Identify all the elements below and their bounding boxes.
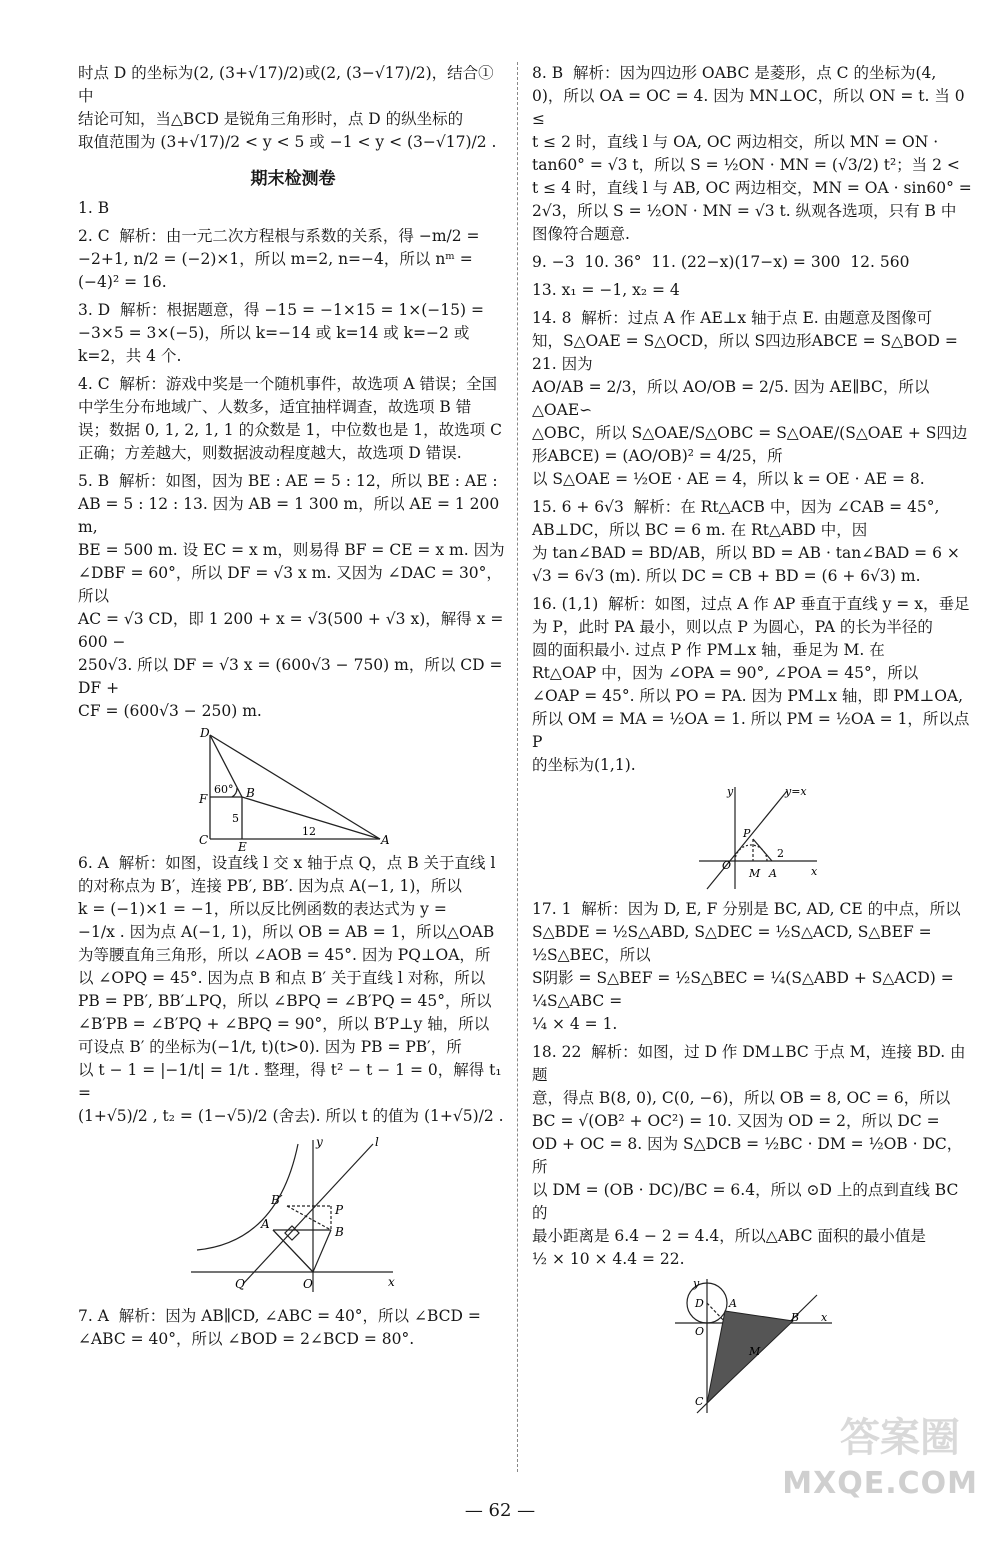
text-line: ∠B′PB = ∠B′PQ + ∠BPQ = 90°，所以 B′P⊥y 轴，所以 — [78, 1015, 490, 1033]
question-13 — [532, 279, 972, 302]
text-line: 以 t − 1 = |−1/t| = 1/t . 整理，得 t² − t − 1 = 0，解得 t₁ = — [78, 1061, 507, 1102]
text-line: 正确；方差越大，则数据波动程度越大，故选项 D 错误. — [78, 444, 462, 462]
text-line: 4. C 解析：游戏中奖是一个随机事件，故选项 A 错误；全国 — [78, 375, 497, 393]
label-y-equals-x: y=x — [785, 785, 807, 798]
text-line: 所以 OM = MA = ½OA = 1. 所以 PM = ½OA = 1，所以点 P — [532, 710, 975, 751]
question-18 — [532, 1041, 972, 1271]
label-A: A — [769, 867, 777, 880]
label-five: 5 — [232, 812, 239, 825]
question-4 — [78, 373, 508, 465]
text-line: k=2，共 4 个. — [78, 347, 182, 365]
text-line: Rt△OAP 中，因为 ∠OPA = 90°, ∠POA = 45°，所以 — [532, 664, 919, 682]
text-line: AO/AB = 2/3，所以 AO/OB = 2/5. 因为 AE∥BC，所以△OAE∽ — [532, 378, 930, 419]
label-D: D — [200, 726, 210, 740]
text-line: −1/x . 因为点 A(−1, 1)，所以 OB = AB = 1，所以△OAB — [78, 923, 495, 941]
text-line: 为 P，此时 PA 最小，则以点 P 为圆心，PA 的长为半径的 — [532, 618, 933, 636]
text-line: 以 DM = (OB · DC)/BC = 6.4，所以 ⊙D 上的点到直线 BC 的 — [532, 1181, 964, 1222]
text-line: 结论可知，当△BCD 是锐角三角形时，点 D 的纵坐标的 — [78, 110, 464, 128]
text-line: t ≤ 4 时，直线 l 与 AB, OC 两边相交，MN = OA · sin60° = — [532, 179, 972, 197]
text-line: 圆的面积最小. 过点 P 作 PM⊥x 轴，垂足为 M. 在 — [532, 641, 885, 659]
label-O: O — [722, 859, 732, 872]
label-C: C — [199, 833, 209, 847]
figure-q16-line — [677, 781, 827, 893]
text-line: 15. 6 + 6√3 解析：在 Rt△ACB 中，因为 ∠CAB = 45°, — [532, 498, 940, 516]
text-line: 以 ∠OPQ = 45°. 因为点 B 和点 B′ 关于直线 l 对称，所以 — [78, 969, 486, 987]
label-B: B — [791, 1311, 800, 1324]
text-line: △OBC，所以 S△OAE/S△OBC = S△OAE/(S△OAE + S四边形ABCE) = (AO/OB)² = 4/25，所 — [532, 424, 968, 465]
text-line: 6. A 解析：如图，设直线 l 交 x 轴于点 Q，点 B 关于直线 l — [78, 854, 496, 872]
label-A: A — [381, 833, 390, 847]
label-two: 2 — [777, 847, 784, 860]
label-A: A — [729, 1297, 737, 1310]
text-line: 可设点 B′ 的坐标为(−1/t, t)(t>0). 因为 PB = PB′，所 — [78, 1038, 462, 1056]
label-Q: Q — [235, 1277, 245, 1291]
label-B: B — [246, 786, 255, 800]
text-line: k = (−1)×1 = −1，所以反比例函数的表达式为 y = — [78, 900, 447, 918]
question-15 — [532, 496, 972, 588]
text-line: 9. −3 10. 36° 11. (22−x)(17−x) = 300 12. 560 — [532, 253, 910, 271]
text-line: 的坐标为(1,1). — [532, 756, 636, 774]
text-line: 取值范围为 (3+√17)/2 < y < 5 或 −1 < y < (3−√17)/2 . — [78, 133, 497, 151]
text-line: 250√3. 所以 DF = √3 x = (600√3 − 750) m，所以 CD = DF + — [78, 656, 508, 697]
text-line: 14. 8 解析：过点 A 作 AE⊥x 轴于点 E. 由题意及图像可 — [532, 309, 933, 327]
label-y: y — [316, 1135, 323, 1149]
label-B-prime: B′ — [271, 1193, 283, 1207]
label-E: E — [238, 840, 247, 854]
text-line: BC = √(OB² + OC²) = 10. 又因为 OD = 2，所以 DC = — [532, 1112, 940, 1130]
question-3 — [78, 299, 508, 368]
text-line: 的对称点为 B′，连接 PB′, BB′. 因为点 A(−1, 1)，所以 — [78, 877, 462, 895]
watermark-text: MXQE.COM — [782, 1466, 978, 1501]
figure-q6-hyperbola — [183, 1132, 403, 1300]
label-angle: 60° — [214, 783, 234, 796]
label-B: B — [335, 1225, 344, 1239]
text-line: ¼ × 4 = 1. — [532, 1015, 618, 1033]
label-y: y — [727, 785, 734, 798]
text-line: ∠OAP = 45°. 所以 PO = PA. 因为 PM⊥x 轴，即 PM⊥OA, — [532, 687, 964, 705]
column-divider — [517, 62, 518, 1472]
text-line: 2√3，所以 S = ½ON · MN = √3 t. 纵观各选项，只有 B 中 — [532, 202, 957, 220]
page-number: — 62 — — [464, 1500, 536, 1521]
text-line: 为等腰直角三角形，所以 ∠AOB = 45°. 因为 PQ⊥OA，所 — [78, 946, 491, 964]
intro-block — [78, 62, 508, 154]
label-x: x — [821, 1311, 828, 1324]
label-O: O — [695, 1325, 705, 1338]
question-1 — [78, 197, 508, 220]
text-line: S△BDE = ½S△ABD, S△DEC = ½S△ACD, S△BEF = ½S△BEC，所以 — [532, 923, 937, 964]
text-line: 1. B — [78, 199, 110, 217]
label-M: M — [749, 1345, 761, 1358]
text-line: 3. D 解析：根据题意，得 −15 = −1×15 = 1×(−15) = — [78, 301, 484, 319]
text-line: 8. B 解析：因为四边形 OABC 是菱形，点 C 的坐标为(4, — [532, 64, 937, 82]
questions-9-12 — [532, 251, 972, 274]
text-line: 图像符合题意. — [532, 225, 630, 243]
label-F: F — [199, 792, 208, 806]
text-line: PB = PB′, BB′⊥PQ，所以 ∠BPQ = ∠B′PQ = 45°，所以 — [78, 992, 492, 1010]
label-M: M — [749, 867, 761, 880]
figure-q18-circle-triangle — [667, 1275, 837, 1415]
text-line: √3 = 6√3 (m). 所以 DC = CB + BD = (6 + 6√3) m. — [532, 567, 921, 585]
label-l: l — [375, 1135, 379, 1149]
label-x: x — [388, 1275, 395, 1289]
right-column — [532, 62, 975, 1419]
text-line: 以 S△OAE = ½OE · AE = 4，所以 k = OE · AE = 8. — [532, 470, 925, 488]
section-heading: 期末检测卷 — [250, 169, 336, 189]
text-line: ∠ABC = 40°，所以 ∠BOD = 2∠BCD = 80°. — [78, 1330, 415, 1348]
text-line: −3×5 = 3×(−5)，所以 k=−14 或 k=14 或 k=−2 或 — [78, 324, 470, 342]
label-D: D — [695, 1297, 704, 1310]
text-line: 为 tan∠BAD = BD/AB，所以 BD = AB · tan∠BAD = 6 × — [532, 544, 960, 562]
label-C: C — [695, 1395, 704, 1408]
question-8 — [532, 62, 972, 246]
text-line: (1+√5)/2 , t₂ = (1−√5)/2 (舍去). 所以 t 的值为 (1+√5)/2 . — [78, 1107, 504, 1125]
label-O: O — [303, 1277, 313, 1291]
label-twelve: 12 — [302, 825, 316, 838]
figure-q5-triangle — [198, 726, 390, 854]
label-y: y — [693, 1277, 700, 1290]
question-17 — [532, 898, 972, 1036]
text-line: 2. C 解析：由一元二次方程根与系数的关系，得 −m/2 = — [78, 227, 480, 245]
text-line: tan60° = √3 t，所以 S = ½ON · MN = (√3/2) t²；当 2 < — [532, 156, 960, 174]
text-line: ∠DBF = 60°，所以 DF = √3 x m. 又因为 ∠DAC = 30°，所以 — [78, 564, 502, 605]
text-line: 18. 22 解析：如图，过 D 作 DM⊥BC 于点 M，连接 BD. 由题 — [532, 1043, 966, 1084]
text-line: 13. x₁ = −1, x₂ = 4 — [532, 281, 680, 299]
text-line: 意，得点 B(8, 0), C(0, −6)，所以 OB = 8, OC = 6，所以 — [532, 1089, 951, 1107]
text-line: AB = 5 : 12 : 13. 因为 AB = 1 300 m，所以 AE = 1 200 m, — [78, 495, 505, 536]
text-line: 5. B 解析：如图，因为 BE : AE = 5 : 12，所以 BE : AE : — [78, 472, 498, 490]
watermark-logo: 答案圈 — [840, 1415, 960, 1461]
text-line: 0)，所以 OA = OC = 4. 因为 MN⊥OC，所以 ON = t. 当 0 ≤ — [532, 87, 970, 128]
question-5 — [78, 470, 508, 723]
text-line: 最小距离是 6.4 − 2 = 4.4，所以△ABC 面积的最小值是 — [532, 1227, 926, 1245]
text-line: 7. A 解析：因为 AB∥CD, ∠ABC = 40°，所以 ∠BCD = — [78, 1307, 481, 1325]
text-line: 16. (1,1) 解析：如图，过点 A 作 AP 垂直于直线 y = x，垂足 — [532, 595, 970, 613]
text-line: OD + OC = 8. 因为 S△DCB = ½BC · DM = ½OB · DC，所 — [532, 1135, 963, 1176]
text-line: ½ × 10 × 4.4 = 22. — [532, 1250, 685, 1268]
question-6 — [78, 852, 508, 1128]
label-A: A — [261, 1217, 270, 1231]
text-line: 中学生分布地域广、人数多，适宜抽样调查，故选项 B 错 — [78, 398, 472, 416]
text-line: t ≤ 2 时，直线 l 与 OA, OC 两边相交，所以 MN = ON · — [532, 133, 939, 151]
text-line: 时点 D 的坐标为(2, (3+√17)/2)或(2, (3−√17)/2)，结合①中 — [78, 64, 494, 105]
question-7 — [78, 1305, 508, 1351]
label-x: x — [811, 865, 818, 878]
text-line: (−4)² = 16. — [78, 273, 167, 291]
text-line: CF = (600√3 − 250) m. — [78, 702, 262, 720]
label-P: P — [335, 1203, 344, 1217]
text-line: 17. 1 解析：因为 D, E, F 分别是 BC, AD, CE 的中点，所以 — [532, 900, 961, 918]
question-2 — [78, 225, 508, 294]
text-line: −2+1, n/2 = (−2)×1，所以 m=2, n=−4，所以 nᵐ = — [78, 250, 473, 268]
text-line: S阴影 = S△BEF = ½S△BEC = ¼(S△ABD + S△ACD) = ¼S△ABC = — [532, 969, 959, 1010]
text-line: 误；数据 0, 1, 2, 1, 1 的众数是 1，中位数也是 1，故选项 C — [78, 421, 502, 439]
question-16 — [532, 593, 975, 777]
text-line: AB⊥DC，所以 BC = 6 m. 在 Rt△ABD 中，因 — [532, 521, 868, 539]
left-column — [78, 62, 508, 1351]
text-line: BE = 500 m. 设 EC = x m，则易得 BF = CE = x m. 因为 — [78, 541, 505, 559]
label-P: P — [743, 827, 751, 840]
text-line: 知，S△OAE = S△OCD，所以 S四边形ABCE = S△BOD = 21. 因为 — [532, 332, 963, 373]
question-14 — [532, 307, 972, 491]
text-line: AC = √3 CD，即 1 200 + x = √3(500 + √3 x)，解得 x = 600 − — [78, 610, 509, 651]
